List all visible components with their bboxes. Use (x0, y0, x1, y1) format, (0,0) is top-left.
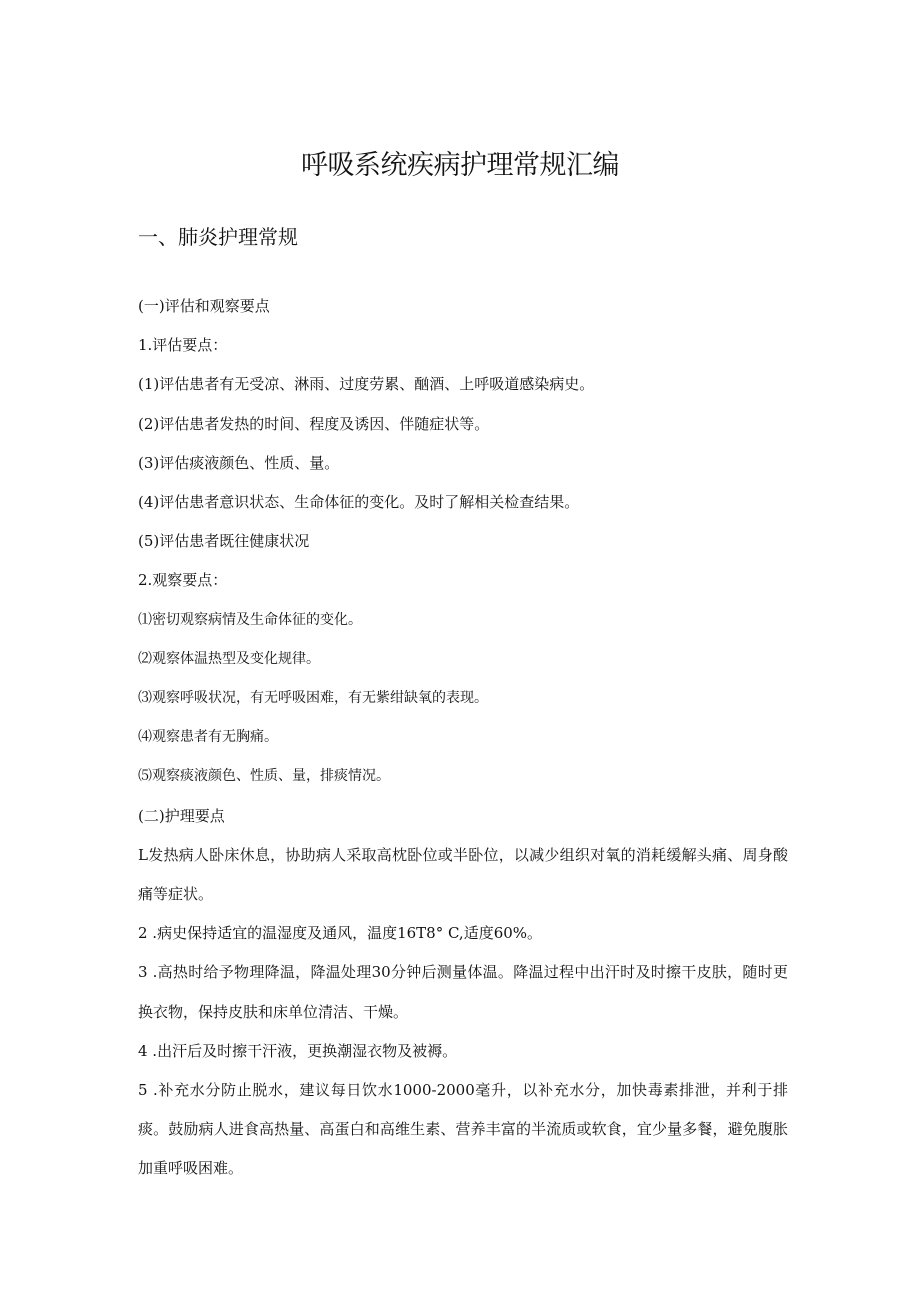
list-item: (3)评估痰液颜色、性质、量。 (138, 453, 340, 472)
list-item: (5)评估患者既往健康状况 (138, 532, 310, 551)
document-body (138, 287, 788, 1189)
list-item: ⑶观察呼吸状况，有无呼吸困难，有无紫绀缺氧的表现。 (138, 690, 488, 707)
subsection-heading-assessment: (一)评估和观察要点 (138, 297, 270, 315)
list-item: (4)评估患者意识状态、生命体征的变化。及时了解相关检查结果。 (138, 493, 580, 512)
paragraph: L发热病人卧床休息，协助病人采取高枕卧位或半卧位，以减少组织对氧的消耗缓解头痛、周身酸痛等症状。 (138, 845, 788, 904)
document-title: 呼吸系统疾病护理常规汇编 (301, 150, 619, 181)
paragraph: 5 .补充水分防止脱水，建议每日饮水1000-2000毫升，以补充水分，加快毒素排泄，并利于排痰。鼓励病人进食高热量、高蛋白和高维生素、营养丰富的半流质或软食，宜少量多餐，避免腹胀加重呼吸困难。 (138, 1081, 788, 1178)
paragraph: 2 .病史保持适宜的温湿度及通风，温度16T8° C,适度60%。 (138, 924, 543, 943)
list-item: ⑴密切观察病情及生命体征的变化。 (138, 611, 362, 628)
list-heading-observation-points: 2.观察要点： (138, 571, 228, 590)
paragraph: 4 .出汗后及时擦干汗液，更换潮湿衣物及被褥。 (138, 1041, 458, 1060)
list-item: (2)评估患者发热的时间、程度及诱因、伴随症状等。 (138, 414, 490, 433)
section-heading: 一、肺炎护理常规 (138, 225, 298, 249)
list-item: ⑷观察患者有无胸痛。 (138, 729, 278, 746)
paragraph: 3 .高热时给予物理降温，降温处理30分钟后测量体温。降温过程中出汗时及时擦干皮肤，随时更换衣物，保持皮肤和床单位清洁、干燥。 (138, 963, 788, 1021)
list-item: ⑵观察体温热型及变化规律。 (138, 650, 320, 667)
list-item: ⑸观察痰液颜色、性质、量，排痰情况。 (138, 768, 390, 785)
subsection-heading-care-points: (二)护理要点 (138, 806, 225, 825)
list-item: (1)评估患者有无受凉、淋雨、过度劳累、酗酒、上呼吸道感染病史。 (138, 375, 595, 394)
list-heading-assessment-points: 1.评估要点： (138, 336, 228, 355)
